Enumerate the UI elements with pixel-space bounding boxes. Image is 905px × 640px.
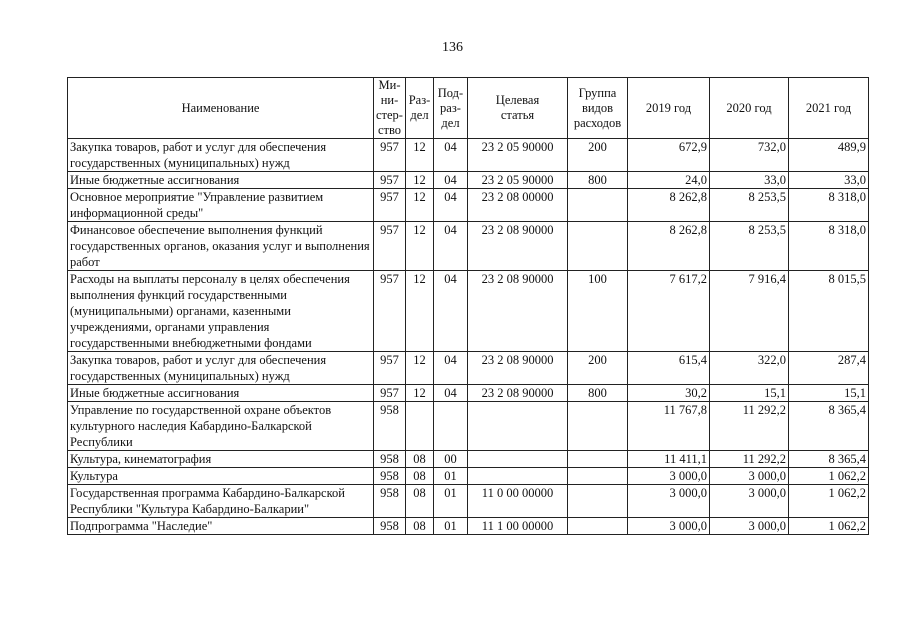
header-year-2020: 2020 год: [710, 78, 789, 139]
cell-2019: 7 617,2: [628, 271, 710, 352]
table-row: [68, 451, 869, 468]
header-expense-group: Группа видов расходов: [568, 78, 628, 139]
cell-target-article: 23 2 08 90000: [468, 222, 568, 271]
cell-2021: 1 062,2: [789, 468, 869, 485]
cell-2021: 33,0: [789, 172, 869, 189]
cell-2020: 3 000,0: [710, 485, 789, 518]
cell-name: Основное мероприятие "Управление развитием информационной среды": [68, 189, 374, 222]
cell-2021: 287,4: [789, 352, 869, 385]
cell-2019: 3 000,0: [628, 518, 710, 535]
cell-ministry: 957: [374, 172, 406, 189]
cell-expense-group: [568, 485, 628, 518]
page-number: 136: [442, 40, 463, 55]
cell-2020: 11 292,2: [710, 402, 789, 451]
header-year-2019: 2019 год: [628, 78, 710, 139]
table-row: [68, 352, 869, 385]
cell-ministry: 958: [374, 402, 406, 451]
cell-name: Иные бюджетные ассигнования: [68, 385, 374, 402]
cell-ministry: 958: [374, 518, 406, 535]
cell-target-article: 23 2 08 90000: [468, 385, 568, 402]
cell-2021: 8 015,5: [789, 271, 869, 352]
cell-subsection: 04: [434, 189, 468, 222]
cell-2020: 7 916,4: [710, 271, 789, 352]
cell-2019: 8 262,8: [628, 189, 710, 222]
cell-expense-group: 800: [568, 172, 628, 189]
cell-2019: 3 000,0: [628, 468, 710, 485]
cell-2019: 11 767,8: [628, 402, 710, 451]
table-row: [68, 222, 869, 271]
table-row: [68, 468, 869, 485]
cell-name: Иные бюджетные ассигнования: [68, 172, 374, 189]
cell-target-article: 23 2 05 90000: [468, 172, 568, 189]
cell-target-article: 23 2 05 90000: [468, 139, 568, 172]
cell-target-article: 11 1 00 00000: [468, 518, 568, 535]
cell-name: Культура, кинематография: [68, 451, 374, 468]
cell-expense-group: 200: [568, 139, 628, 172]
cell-expense-group: [568, 189, 628, 222]
table-body: [68, 139, 869, 535]
cell-section: 12: [406, 271, 434, 352]
cell-ministry: 958: [374, 468, 406, 485]
cell-name: Закупка товаров, работ и услуг для обеспечения государственных (муниципальных) нужд: [68, 139, 374, 172]
cell-2020: 33,0: [710, 172, 789, 189]
cell-2019: 30,2: [628, 385, 710, 402]
cell-2020: 8 253,5: [710, 189, 789, 222]
cell-2021: 1 062,2: [789, 485, 869, 518]
cell-expense-group: [568, 468, 628, 485]
cell-target-article: 11 0 00 00000: [468, 485, 568, 518]
cell-subsection: 04: [434, 222, 468, 271]
table-header: [68, 78, 869, 139]
cell-target-article: [468, 402, 568, 451]
table-row: [68, 485, 869, 518]
cell-name: Культура: [68, 468, 374, 485]
cell-target-article: [468, 451, 568, 468]
cell-subsection: 04: [434, 139, 468, 172]
cell-2020: 3 000,0: [710, 468, 789, 485]
header-subsection: Под- раз- дел: [434, 78, 468, 139]
cell-2021: 489,9: [789, 139, 869, 172]
cell-ministry: 957: [374, 352, 406, 385]
cell-subsection: 04: [434, 271, 468, 352]
cell-subsection: 00: [434, 451, 468, 468]
cell-2019: 24,0: [628, 172, 710, 189]
cell-expense-group: [568, 451, 628, 468]
cell-subsection: 01: [434, 518, 468, 535]
header-target-article: Целевая статья: [468, 78, 568, 139]
cell-section: 12: [406, 172, 434, 189]
header-section: Раз- дел: [406, 78, 434, 139]
header-ministry: Ми- ни- стер- ство: [374, 78, 406, 139]
cell-2019: 615,4: [628, 352, 710, 385]
cell-2021: 1 062,2: [789, 518, 869, 535]
header-name: Наименование: [68, 78, 374, 139]
cell-section: 12: [406, 189, 434, 222]
table-row: [68, 271, 869, 352]
cell-section: 12: [406, 222, 434, 271]
cell-subsection: 01: [434, 468, 468, 485]
cell-name: Закупка товаров, работ и услуг для обеспечения государственных (муниципальных) нужд: [68, 352, 374, 385]
cell-2019: 3 000,0: [628, 485, 710, 518]
budget-table: [67, 77, 869, 535]
cell-2021: 15,1: [789, 385, 869, 402]
cell-section: 12: [406, 385, 434, 402]
cell-name: Подпрограмма "Наследие": [68, 518, 374, 535]
cell-section: 08: [406, 518, 434, 535]
cell-subsection: 04: [434, 352, 468, 385]
cell-ministry: 957: [374, 139, 406, 172]
cell-name: Управление по государственной охране объектов культурного наследия Кабардино-Балкарской Республики: [68, 402, 374, 451]
cell-2020: 322,0: [710, 352, 789, 385]
cell-2021: 8 365,4: [789, 402, 869, 451]
table-row: [68, 172, 869, 189]
cell-target-article: 23 2 08 90000: [468, 271, 568, 352]
cell-target-article: [468, 468, 568, 485]
cell-2021: 8 365,4: [789, 451, 869, 468]
cell-expense-group: 800: [568, 385, 628, 402]
cell-ministry: 957: [374, 222, 406, 271]
table-row: [68, 518, 869, 535]
cell-expense-group: [568, 518, 628, 535]
cell-target-article: 23 2 08 90000: [468, 352, 568, 385]
cell-name: Расходы на выплаты персоналу в целях обеспечения выполнения функций государственными (муниципальными) органами, казенными учреждениями, органами управления государственными внебюджетными фондами: [68, 271, 374, 352]
cell-subsection: [434, 402, 468, 451]
cell-ministry: 957: [374, 271, 406, 352]
cell-expense-group: 200: [568, 352, 628, 385]
cell-ministry: 958: [374, 451, 406, 468]
cell-target-article: 23 2 08 00000: [468, 189, 568, 222]
cell-subsection: 04: [434, 385, 468, 402]
cell-2021: 8 318,0: [789, 222, 869, 271]
cell-section: 08: [406, 485, 434, 518]
cell-2020: 3 000,0: [710, 518, 789, 535]
table-row: [68, 385, 869, 402]
table-row: [68, 139, 869, 172]
cell-ministry: 958: [374, 485, 406, 518]
cell-expense-group: [568, 402, 628, 451]
cell-expense-group: 100: [568, 271, 628, 352]
cell-2020: 8 253,5: [710, 222, 789, 271]
header-year-2021: 2021 год: [789, 78, 869, 139]
cell-name: Государственная программа Кабардино-Балкарской Республики "Культура Кабардино-Балкарии": [68, 485, 374, 518]
table-row: [68, 189, 869, 222]
cell-subsection: 04: [434, 172, 468, 189]
table-row: [68, 402, 869, 451]
cell-expense-group: [568, 222, 628, 271]
cell-2020: 11 292,2: [710, 451, 789, 468]
cell-section: 12: [406, 139, 434, 172]
cell-2021: 8 318,0: [789, 189, 869, 222]
cell-section: [406, 402, 434, 451]
cell-2019: 672,9: [628, 139, 710, 172]
cell-section: 12: [406, 352, 434, 385]
cell-ministry: 957: [374, 189, 406, 222]
cell-2019: 11 411,1: [628, 451, 710, 468]
cell-name: Финансовое обеспечение выполнения функций государственных органов, оказания услуг и выполнения работ: [68, 222, 374, 271]
cell-subsection: 01: [434, 485, 468, 518]
cell-section: 08: [406, 468, 434, 485]
cell-2020: 732,0: [710, 139, 789, 172]
cell-ministry: 957: [374, 385, 406, 402]
cell-section: 08: [406, 451, 434, 468]
cell-2019: 8 262,8: [628, 222, 710, 271]
cell-2020: 15,1: [710, 385, 789, 402]
